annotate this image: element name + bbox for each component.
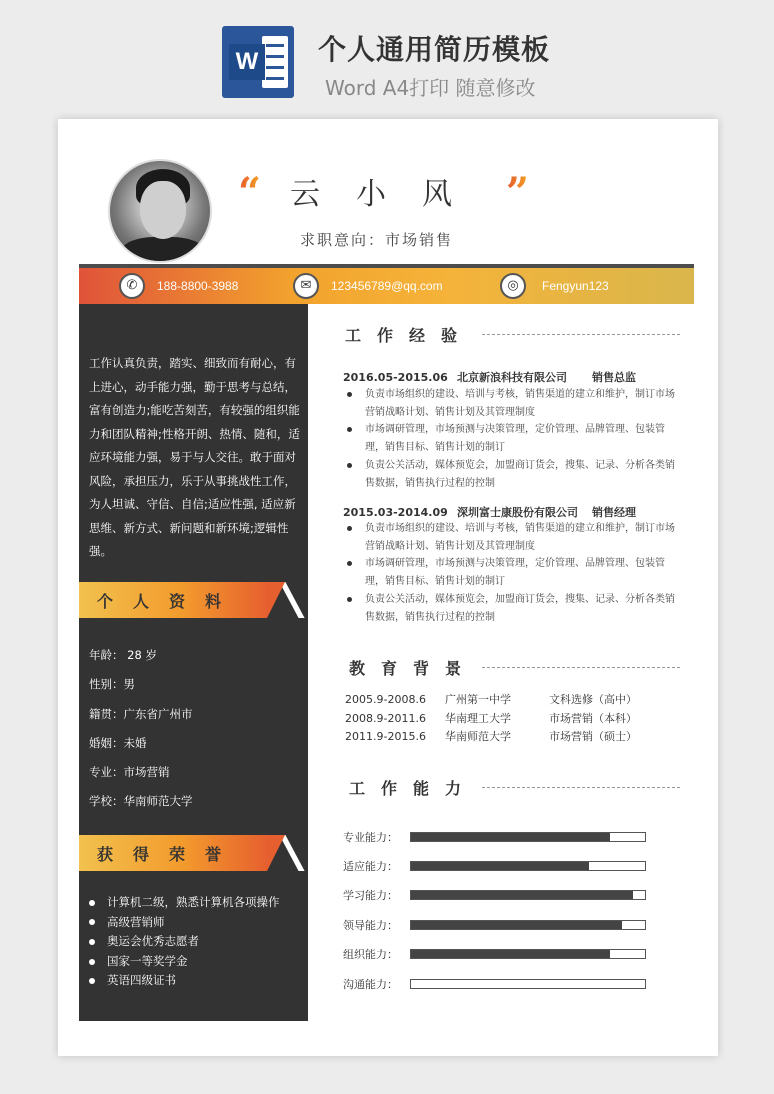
list-item: 奥运会优秀志愿者 bbox=[89, 932, 280, 952]
job-header: 2015.03-2014.09 深圳富士康股份有限公司 销售经理 bbox=[343, 506, 636, 519]
table-row: 2011.9-2015.6 华南师范大学 市场营销（硕士） bbox=[345, 730, 637, 743]
section-tag-honors: 获得荣誉 bbox=[79, 835, 267, 871]
info-gender: 性别：男 bbox=[89, 677, 135, 692]
divider bbox=[482, 787, 680, 788]
section-title-work: 工作经验 bbox=[345, 326, 474, 345]
job-objective: 求职意向：市场销售 bbox=[300, 231, 454, 249]
list-item: 负责市场组织的建设、培训与考核，销售渠道的建立和维护，制订市场营销战略计划、销售计划及其管理制度 bbox=[345, 520, 683, 555]
contact-email: ✉ 123456789@qq.com bbox=[293, 272, 443, 300]
self-introduction: 工作认真负责，踏实、细致而有耐心，有上进心，动手能力强，勤于思考与总结，富有创造力;能吃苦刻苦，有较强的组织能力和团队精神;性格开朗、热情、随和，适应环境能力强，易于与人交往。敢于面对风险，承担压力，乐于从事挑战性工作，为人坦诚、守信、自信;适应性强, 适应新思维、新方式、新问题和新环境;逻辑性强。 bbox=[89, 356, 300, 558]
open-quote-icon: “ bbox=[238, 169, 262, 216]
job-header: 2016.05-2015.06 北京新浪科技有限公司 销售总监 bbox=[343, 371, 636, 384]
section-title-education: 教育背景 bbox=[349, 659, 478, 678]
contact-phone: ✆ 188-8800-3988 bbox=[119, 272, 238, 300]
banner-title: 个人通用简历模板 bbox=[318, 33, 551, 66]
info-school: 学校：华南师范大学 bbox=[89, 794, 193, 809]
list-item: 市场调研管理，市场预测与决策管理，定价管理、品牌管理、包装管理，销售目标、销售计划的制订 bbox=[345, 555, 683, 590]
personal-info-list bbox=[89, 641, 193, 817]
info-hometown: 籍贯：广东省广州市 bbox=[89, 706, 193, 721]
skill-row: 沟通能力： bbox=[343, 969, 646, 998]
resume-page bbox=[58, 119, 718, 1056]
education-table bbox=[345, 691, 637, 747]
divider bbox=[482, 334, 680, 335]
section-tag-personal: 个人资料 bbox=[79, 582, 267, 618]
candidate-name: 云小风 bbox=[290, 177, 488, 212]
mail-icon: ✉ bbox=[293, 273, 319, 299]
word-logo-icon: W bbox=[222, 26, 294, 98]
list-item: 国家一等奖学金 bbox=[89, 952, 280, 972]
list-item: 英语四级证书 bbox=[89, 971, 280, 991]
banner-subtitle: Word A4打印 随意修改 bbox=[325, 76, 536, 100]
template-banner bbox=[0, 0, 774, 112]
skill-row: 领导能力： bbox=[343, 910, 646, 939]
avatar bbox=[108, 159, 212, 263]
close-quote-icon: ” bbox=[506, 169, 530, 216]
table-row: 2008.9-2011.6 华南理工大学 市场营销（本科） bbox=[345, 711, 637, 725]
honors-list bbox=[89, 893, 280, 991]
list-item: 市场调研管理，市场预测与决策管理，定价管理、品牌管理、包装管理，销售目标、销售计划的制订 bbox=[345, 421, 683, 456]
contact-bar bbox=[79, 264, 694, 304]
job-duties bbox=[345, 520, 683, 626]
info-age: 年龄： 28 岁 bbox=[89, 648, 157, 662]
wechat-icon: ◎ bbox=[500, 273, 526, 299]
list-item: 负责市场组织的建设、培训与考核，销售渠道的建立和维护，制订市场营销战略计划、销售计划及其管理制度 bbox=[345, 386, 683, 421]
skills-list bbox=[343, 822, 646, 998]
contact-wechat: ◎ Fengyun123 bbox=[500, 272, 609, 300]
info-major: 专业：市场营销 bbox=[89, 765, 170, 780]
list-item: 负责公关活动，媒体预览会，加盟商订货会，搜集、记录、分析各类销售数据，销售执行过程的控制 bbox=[345, 591, 683, 626]
list-item: 计算机二级，熟悉计算机各项操作 bbox=[89, 893, 280, 913]
skill-row: 适应能力： bbox=[343, 851, 646, 880]
info-marital: 婚姻：未婚 bbox=[89, 735, 147, 750]
list-item: 负责公关活动，媒体预览会，加盟商订货会，搜集、记录、分析各类销售数据，销售执行过程的控制 bbox=[345, 457, 683, 492]
skill-row: 组织能力： bbox=[343, 940, 646, 969]
divider bbox=[482, 667, 680, 668]
skill-row: 专业能力： bbox=[343, 822, 646, 851]
job-duties bbox=[345, 386, 683, 492]
skill-row: 学习能力： bbox=[343, 881, 646, 910]
table-row: 2005.9-2008.6 广州第一中学 文科选修（高中） bbox=[345, 693, 637, 706]
section-title-skills: 工作能力 bbox=[349, 779, 478, 798]
list-item: 高级营销师 bbox=[89, 913, 280, 933]
phone-icon: ✆ bbox=[119, 273, 145, 299]
